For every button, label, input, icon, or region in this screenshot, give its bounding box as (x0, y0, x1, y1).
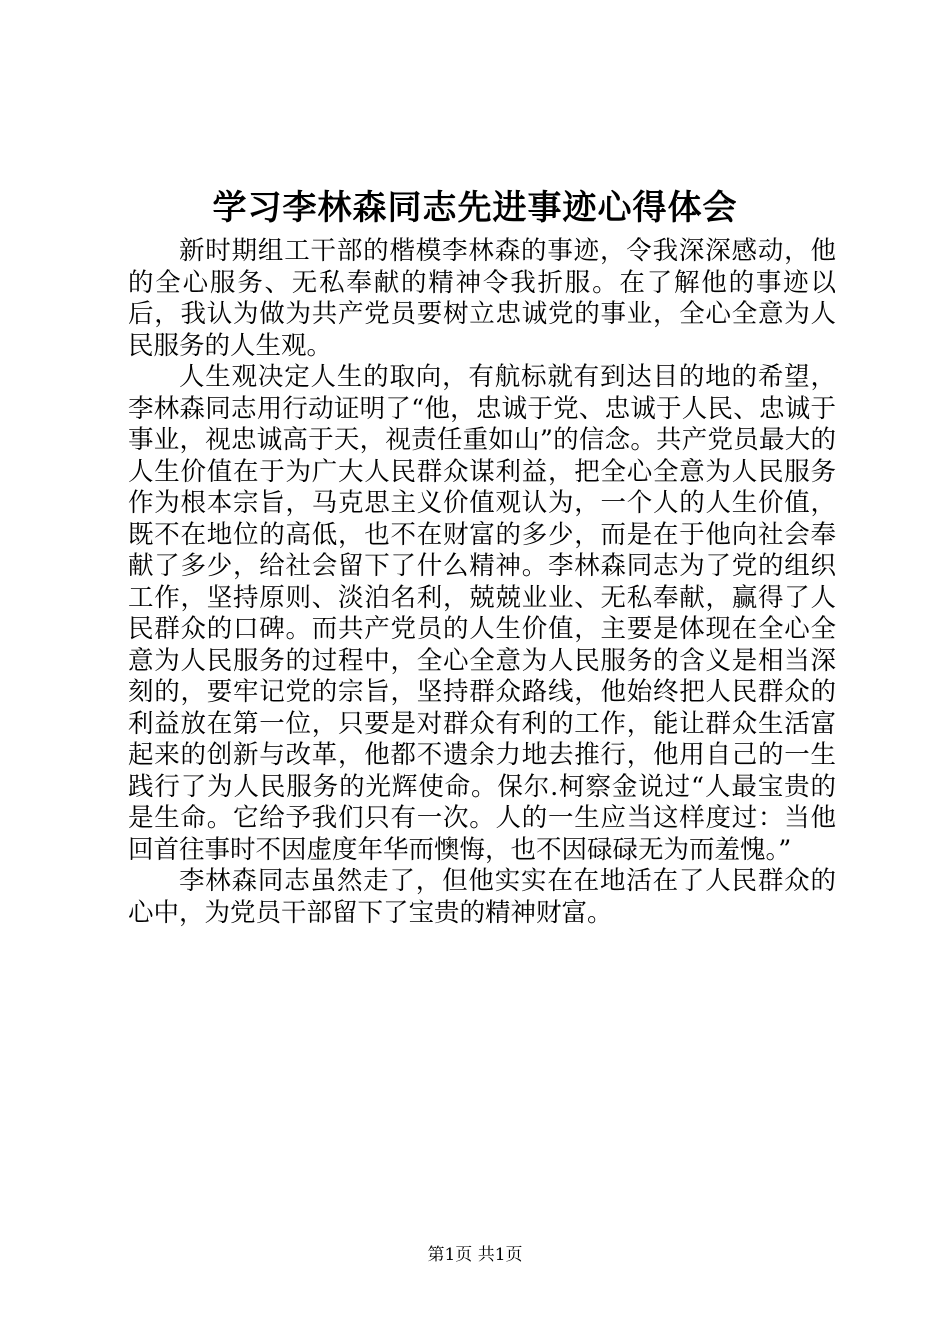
paragraph-1: 新时期组工干部的楷模李林森的事迹，令我深深感动，他的全心服务、无私奉献的精神令我折服。在了解他的事迹以后，我认为做为共产党员要树立忠诚党的事业，全心全意为人民服务的人生观。 (128, 236, 836, 361)
document-body (128, 236, 836, 929)
paragraph-3: 李林森同志虽然走了，但他实实在在地活在了人民群众的心中，为党员干部留下了宝贵的精神财富。 (128, 866, 836, 928)
document-title: 学习李林森同志先进事迹心得体会 (212, 188, 738, 228)
page-footer: 第1页 共1页 (427, 1245, 523, 1265)
paragraph-2: 人生观决定人生的取向，有航标就有到达目的地的希望，李林森同志用行动证明了“他，忠诚于党、忠诚于人民、忠诚于事业，视忠诚高于天，视责任重如山”的信念。共产党员最大的人生价值在于为广大人民群众谋利益，把全心全意为人民服务作为根本宗旨，马克思主义价值观认为，一个人的人生价值，既不在地位的高低，也不在财富的多少，而是在于他向社会奉献了多少，给社会留下了什么精神。李林森同志为了党的组织工作，坚持原则、淡泊名利，兢兢业业、无私奉献，赢得了人民群众的口碑。而共产党员的人生价值，主要是体现在全心全意为人民服务的过程中，全心全意为人民服务的含义是相当深刻的，要牢记党的宗旨，坚持群众路线，他始终把人民群众的利益放在第一位，只要是对群众有利的工作，能让群众生活富起来的创新与改革，他都不遗余力地去推行，他用自己的一生践行了为人民服务的光辉使命。保尔.柯察金说过“人最宝贵的是生命。它给予我们只有一次。人的一生应当这样度过：当他回首往事时不因虚度年华而懊悔，也不因碌碌无为而羞愧。” (128, 362, 836, 865)
